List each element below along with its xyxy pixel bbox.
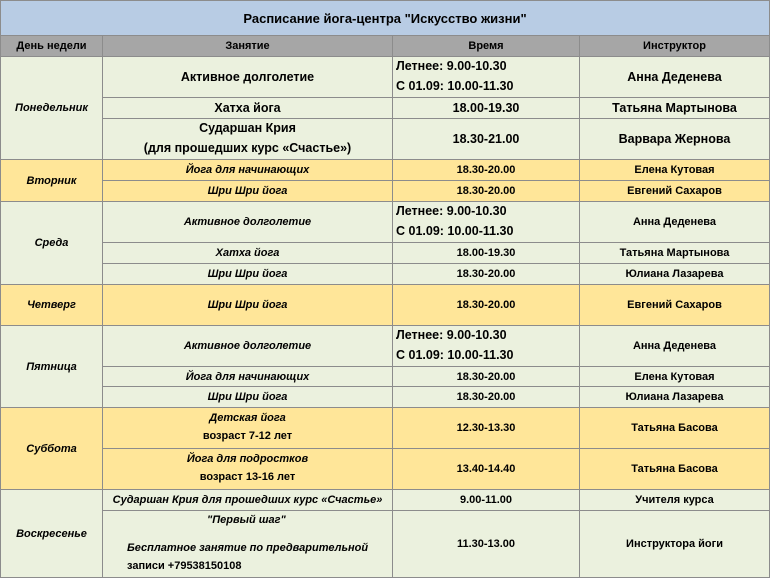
day-thursday: Четверг xyxy=(0,285,103,326)
activity-cell: Шри Шри йога xyxy=(103,285,393,326)
activity-cell: Активное долголетие xyxy=(103,326,393,367)
time-summer: Летнее: 9.00-10.30 xyxy=(396,204,507,219)
activity-cell: Йога для начинающих xyxy=(103,160,393,181)
instructor-cell: Анна Деденева xyxy=(580,202,770,243)
time-cell xyxy=(393,57,580,98)
instructor-cell: Юлиана Лазарева xyxy=(580,264,770,285)
activity-cell: Йога для начинающих xyxy=(103,367,393,387)
time-from-sept: С 01.09: 10.00-11.30 xyxy=(396,79,514,94)
activity-line: возраст 13-16 лет xyxy=(199,471,296,483)
activity-cell: Активное долголетие xyxy=(103,202,393,243)
time-from-sept: С 01.09: 10.00-11.30 xyxy=(396,348,514,363)
time-cell xyxy=(393,202,580,243)
activity-cell xyxy=(103,511,393,578)
time-cell: 12.30-13.30 xyxy=(393,408,580,449)
activity-line: записи +79538150108 xyxy=(127,559,242,572)
day-wednesday: Среда xyxy=(0,202,103,285)
activity-cell xyxy=(103,119,393,160)
activity-cell: Шри Шри йога xyxy=(103,387,393,408)
time-cell: 18.00-19.30 xyxy=(393,98,580,119)
time-cell: 13.40-14.40 xyxy=(393,449,580,490)
activity-line: Детская йога xyxy=(209,412,286,425)
time-cell: 11.30-13.00 xyxy=(393,511,580,578)
activity-cell: Шри Шри йога xyxy=(103,264,393,285)
time-summer: Летнее: 9.00-10.30 xyxy=(396,328,507,343)
time-cell: 9.00-11.00 xyxy=(393,490,580,511)
activity-line: Бесплатное занятие по предварительной xyxy=(127,542,369,555)
day-tuesday: Вторник xyxy=(0,160,103,202)
instructor-cell: Татьяна Мартынова xyxy=(580,98,770,119)
time-cell: 18.30-20.00 xyxy=(393,160,580,181)
time-cell xyxy=(393,326,580,367)
activity-line: возраст 7-12 лет xyxy=(202,430,293,442)
activity-cell: Сударшан Крия для прошедших курс «Счастье» xyxy=(103,490,393,511)
activity-cell xyxy=(103,408,393,449)
instructor-cell: Татьяна Басова xyxy=(580,449,770,490)
time-cell: 18.00-19.30 xyxy=(393,243,580,264)
activity-cell: Хатха йога xyxy=(103,98,393,119)
activity-cell: Шри Шри йога xyxy=(103,181,393,202)
time-cell: 18.30-21.00 xyxy=(393,119,580,160)
activity-cell: Активное долголетие xyxy=(103,57,393,98)
instructor-cell: Татьяна Мартынова xyxy=(580,243,770,264)
activity-line: Йога для подростков xyxy=(186,453,309,466)
instructor-cell: Евгений Сахаров xyxy=(580,181,770,202)
time-summer: Летнее: 9.00-10.30 xyxy=(396,59,507,74)
day-monday: Понедельник xyxy=(0,57,103,160)
activity-line: Сударшан Крия xyxy=(199,121,296,136)
instructor-cell: Варвара Жернова xyxy=(580,119,770,160)
activity-cell: Хатха йога xyxy=(103,243,393,264)
day-sunday: Воскресенье xyxy=(0,490,103,578)
header-instructor: Инструктор xyxy=(580,36,770,57)
activity-cell xyxy=(103,449,393,490)
activity-line: "Первый шаг" xyxy=(207,514,286,527)
sheet-title: Расписание йога-центра "Искусство жизни" xyxy=(0,0,770,36)
instructor-cell: Евгений Сахаров xyxy=(580,285,770,326)
time-cell: 18.30-20.00 xyxy=(393,264,580,285)
time-cell: 18.30-20.00 xyxy=(393,285,580,326)
instructor-cell: Елена Кутовая xyxy=(580,160,770,181)
instructor-cell: Анна Деденева xyxy=(580,57,770,98)
day-friday: Пятница xyxy=(0,326,103,408)
time-cell: 18.30-20.00 xyxy=(393,367,580,387)
time-cell: 18.30-20.00 xyxy=(393,387,580,408)
header-activity: Занятие xyxy=(103,36,393,57)
activity-line: (для прошедших курс «Счастье») xyxy=(143,141,352,155)
time-from-sept: С 01.09: 10.00-11.30 xyxy=(396,224,514,239)
instructor-cell: Анна Деденева xyxy=(580,326,770,367)
day-saturday: Суббота xyxy=(0,408,103,490)
instructor-cell: Юлиана Лазарева xyxy=(580,387,770,408)
header-time: Время xyxy=(393,36,580,57)
header-day: День недели xyxy=(0,36,103,57)
instructor-cell: Татьяна Басова xyxy=(580,408,770,449)
time-cell: 18.30-20.00 xyxy=(393,181,580,202)
instructor-cell: Инструктора йоги xyxy=(580,511,770,578)
instructor-cell: Елена Кутовая xyxy=(580,367,770,387)
instructor-cell: Учителя курса xyxy=(580,490,770,511)
